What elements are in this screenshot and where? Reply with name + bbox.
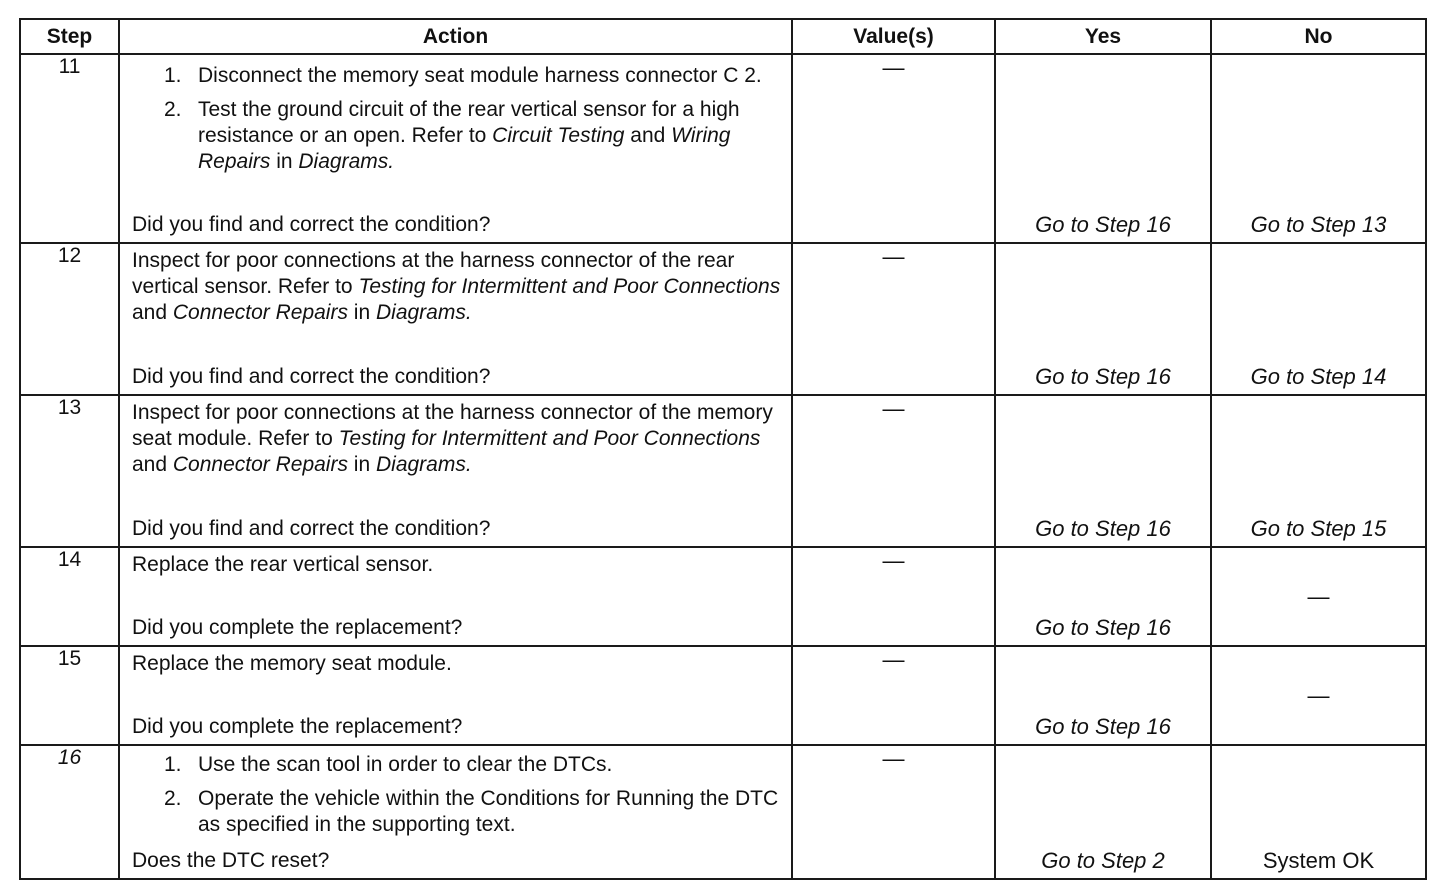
no-link[interactable]: Go to Step 13 (1250, 212, 1387, 237)
action-cell (119, 547, 792, 646)
header-row (20, 19, 1426, 54)
action-cell (119, 54, 792, 243)
table-row (20, 395, 1426, 547)
no-link[interactable]: Go to Step 15 (1250, 516, 1387, 541)
yes-cell (995, 547, 1211, 646)
yes-cell (995, 646, 1211, 745)
diagnostic-table (19, 18, 1427, 880)
no-cell (1211, 395, 1426, 547)
step-number: 12 (20, 243, 119, 395)
action-text: Inspect for poor connections at the harness connector of the memory seat module. Refer to Testing for Intermittent and Poor Connections and Connector Repairs in Diagrams. (132, 401, 773, 476)
no-cell (1211, 243, 1426, 395)
yes-link[interactable]: Go to Step 16 (1035, 714, 1171, 739)
value-cell: — (792, 243, 995, 395)
table-row (20, 745, 1426, 879)
header-yes: Yes (995, 19, 1211, 54)
no-cell (1211, 547, 1426, 646)
yes-cell (995, 745, 1211, 879)
action-cell (119, 243, 792, 395)
yes-cell (995, 54, 1211, 243)
action-question: Did you complete the replacement? (132, 715, 463, 738)
yes-link[interactable]: Go to Step 16 (1035, 516, 1171, 541)
no-cell (1211, 54, 1426, 243)
no-value: — (1307, 583, 1330, 609)
list-item: 1. Use the scan tool in order to clear the DTCs. (164, 753, 613, 776)
action-question: Does the DTC reset? (132, 849, 330, 872)
header-values: Value(s) (792, 19, 995, 54)
header-step: Step (20, 19, 119, 54)
step-number: 14 (20, 547, 119, 646)
table-row (20, 54, 1426, 243)
no-result: System OK (1262, 848, 1375, 873)
step-number: 15 (20, 646, 119, 745)
action-cell (119, 646, 792, 745)
table-row (20, 243, 1426, 395)
action-question: Did you find and correct the condition? (132, 517, 491, 540)
header-action: Action (119, 19, 792, 54)
table-row (20, 547, 1426, 646)
action-cell (119, 745, 792, 879)
no-link[interactable]: Go to Step 14 (1250, 364, 1387, 389)
no-value: — (1307, 682, 1330, 708)
header-no: No (1211, 19, 1426, 54)
action-question: Did you find and correct the condition? (132, 213, 491, 236)
action-steps (132, 752, 781, 838)
yes-link[interactable]: Go to Step 2 (1041, 848, 1165, 873)
yes-link[interactable]: Go to Step 16 (1035, 212, 1171, 237)
value-cell: — (792, 745, 995, 879)
action-cell (119, 395, 792, 547)
table-row (20, 646, 1426, 745)
value-cell: — (792, 54, 995, 243)
list-item: 1. Disconnect the memory seat module harness connector C 2. (164, 64, 762, 87)
step-number: 16 (20, 745, 119, 879)
yes-cell (995, 243, 1211, 395)
action-text: Replace the memory seat module. (132, 652, 452, 675)
action-text: Inspect for poor connections at the harness connector of the rear vertical sensor. Refer to Testing for Intermittent and Poor Connections and Connector Repairs in Diagrams. (132, 249, 781, 324)
action-question: Did you complete the replacement? (132, 616, 463, 639)
step-number: 11 (20, 54, 119, 243)
no-cell (1211, 646, 1426, 745)
no-cell (1211, 745, 1426, 879)
yes-link[interactable]: Go to Step 16 (1035, 615, 1171, 640)
value-cell: — (792, 395, 995, 547)
list-item: 2. Test the ground circuit of the rear vertical sensor for a high resistance or an open. Refer to Circuit Testing and Wiring Repairs in Diagrams. (164, 98, 740, 173)
action-question: Did you find and correct the condition? (132, 365, 491, 388)
list-item: 2. Operate the vehicle within the Conditions for Running the DTC as specified in the supporting text. (164, 787, 779, 836)
value-cell: — (792, 547, 995, 646)
value-cell: — (792, 646, 995, 745)
action-text: Replace the rear vertical sensor. (132, 553, 434, 576)
yes-cell (995, 395, 1211, 547)
action-steps (132, 63, 781, 175)
yes-link[interactable]: Go to Step 16 (1035, 364, 1171, 389)
step-number: 13 (20, 395, 119, 547)
